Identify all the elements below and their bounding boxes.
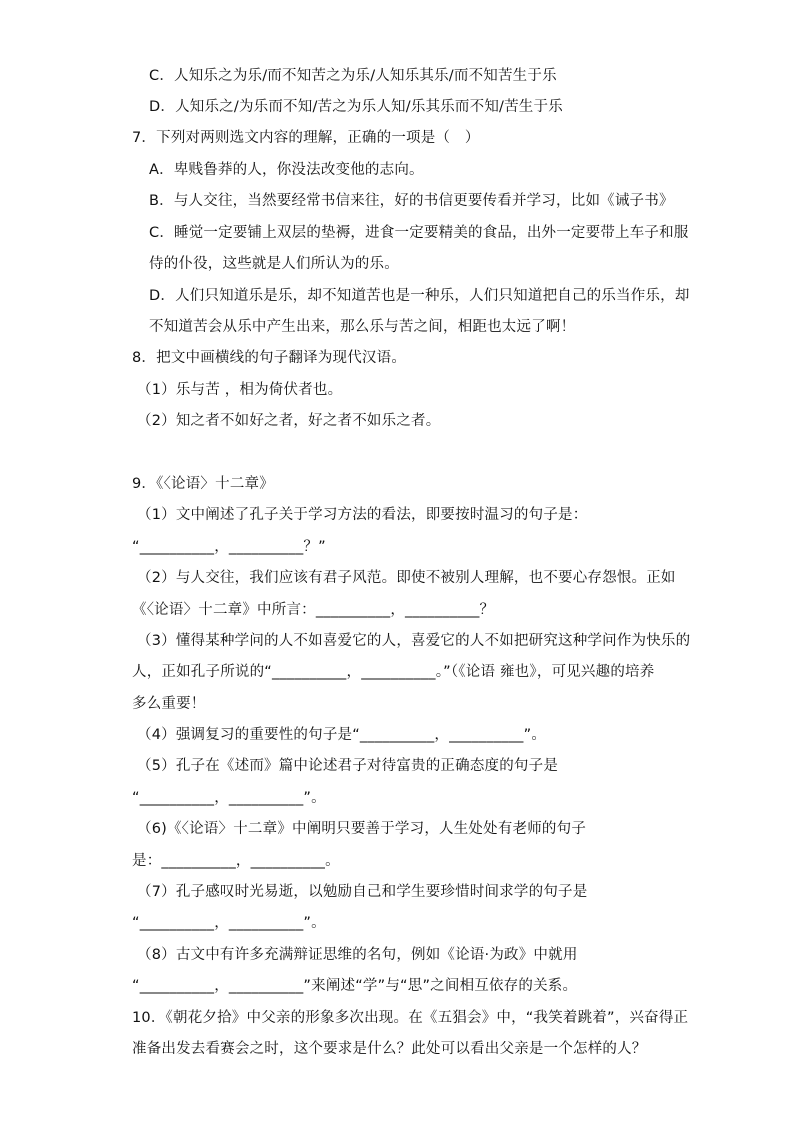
q8-item-1: （1）乐与苦 ，相为倚伏者也。 xyxy=(137,382,343,398)
q6-option-c: C．人知乐之为乐/而不知苦之为乐/人知乐其乐/而不知苦生于乐 xyxy=(149,68,557,84)
q9-item-6-line2: 是：__________，__________。 xyxy=(132,853,340,869)
q6-option-d: D．人知乐之/为乐而不知/苦之为乐人知/乐其乐而不知/苦生于乐 xyxy=(149,99,563,115)
q10-stem-line1: 10．《朝花夕拾》中父亲的形象多次出现。在《五猖会》中，“我笑着跳着”，兴奋得正 xyxy=(132,1010,689,1026)
q9-item-2-line2: 《〈论语〉十二章》中所言：__________，__________？ xyxy=(132,602,495,618)
q9-stem: 9．《〈论语〉十二章》 xyxy=(132,476,274,492)
q8-stem: 8．把文中画横线的句子翻译为现代汉语。 xyxy=(132,350,407,366)
q9-item-3-line2: 人，正如孔子所说的“__________，__________。”（《论语 雍也》，可见兴趣的培养 xyxy=(132,664,655,680)
q9-item-7-line2: “__________，__________”。 xyxy=(132,915,326,931)
q9-item-7-line1: （7）孔子感叹时光易逝，以勉励自己和学生要珍惜时间求学的句子是 xyxy=(137,884,588,900)
q9-item-3-line3: 多么重要！ xyxy=(132,696,206,712)
q7-option-b: B．与人交往，当然要经常书信来往，好的书信更要传看并学习，比如《诫子书》 xyxy=(149,193,674,209)
q9-item-4: （4）强调复习的重要性的句子是“__________，__________”。 xyxy=(137,727,547,743)
q9-item-2-line1: （2）与人交往，我们应该有君子风范。即使不被别人理解，也不要心存怨恨。正如 xyxy=(137,570,676,586)
q7-option-c-line1: C．睡觉一定要铺上双层的垫褥，进食一定要精美的食品，出外一定要带上车子和服 xyxy=(149,225,689,241)
q9-item-8-line2: “__________，__________”来阐述“学”与“思”之间相互依存的关系。 xyxy=(132,978,578,994)
q7-option-d-line1: D．人们只知道乐是乐，却不知道苦也是一种乐，人们只知道把自己的乐当作乐，却 xyxy=(149,288,690,304)
q7-option-a: A．卑贱鲁莽的人，你没法改变他的志向。 xyxy=(149,162,424,178)
q7-option-d-line2: 不知道苦会从乐中产生出来，那么乐与苦之间，相距也太远了啊！ xyxy=(149,319,576,335)
q9-item-5-line1: （5）孔子在《述而》篇中论述君子对待富贵的正确态度的句子是 xyxy=(137,758,559,774)
q9-item-8-line1: （8）古文中有许多充满辩证思维的名句，例如《论语·为政》中就用 xyxy=(137,947,578,963)
q9-item-3-line1: （3）懂得某种学问的人不如喜爱它的人，喜爱它的人不如把研究这种学问作为快乐的 xyxy=(137,633,691,649)
q8-item-2: （2）知之者不如好之者，好之者不如乐之者。 xyxy=(137,413,441,429)
q9-item-1-line2: “__________，__________？” xyxy=(132,539,326,555)
q9-item-1-line1: （1）文中阐述了孔子关于学习方法的看法，即要按时温习的句子是： xyxy=(137,507,588,523)
q7-option-c-line2: 侍的仆役，这些就是人们所认为的乐。 xyxy=(149,256,399,272)
q7-stem: 7．下列对两则选文内容的理解，正确的一项是（ ） xyxy=(132,130,480,146)
q10-stem-line2: 准备出发去看赛会之时，这个要求是什么？此处可以看出父亲是一个怎样的人？ xyxy=(132,1041,647,1057)
q9-item-5-line2: “__________，__________”。 xyxy=(132,790,326,806)
q9-item-6-line1: （6)《〈论语〉十二章》中阐明只要善于学习，人生处处有老师的句子 xyxy=(137,821,587,837)
